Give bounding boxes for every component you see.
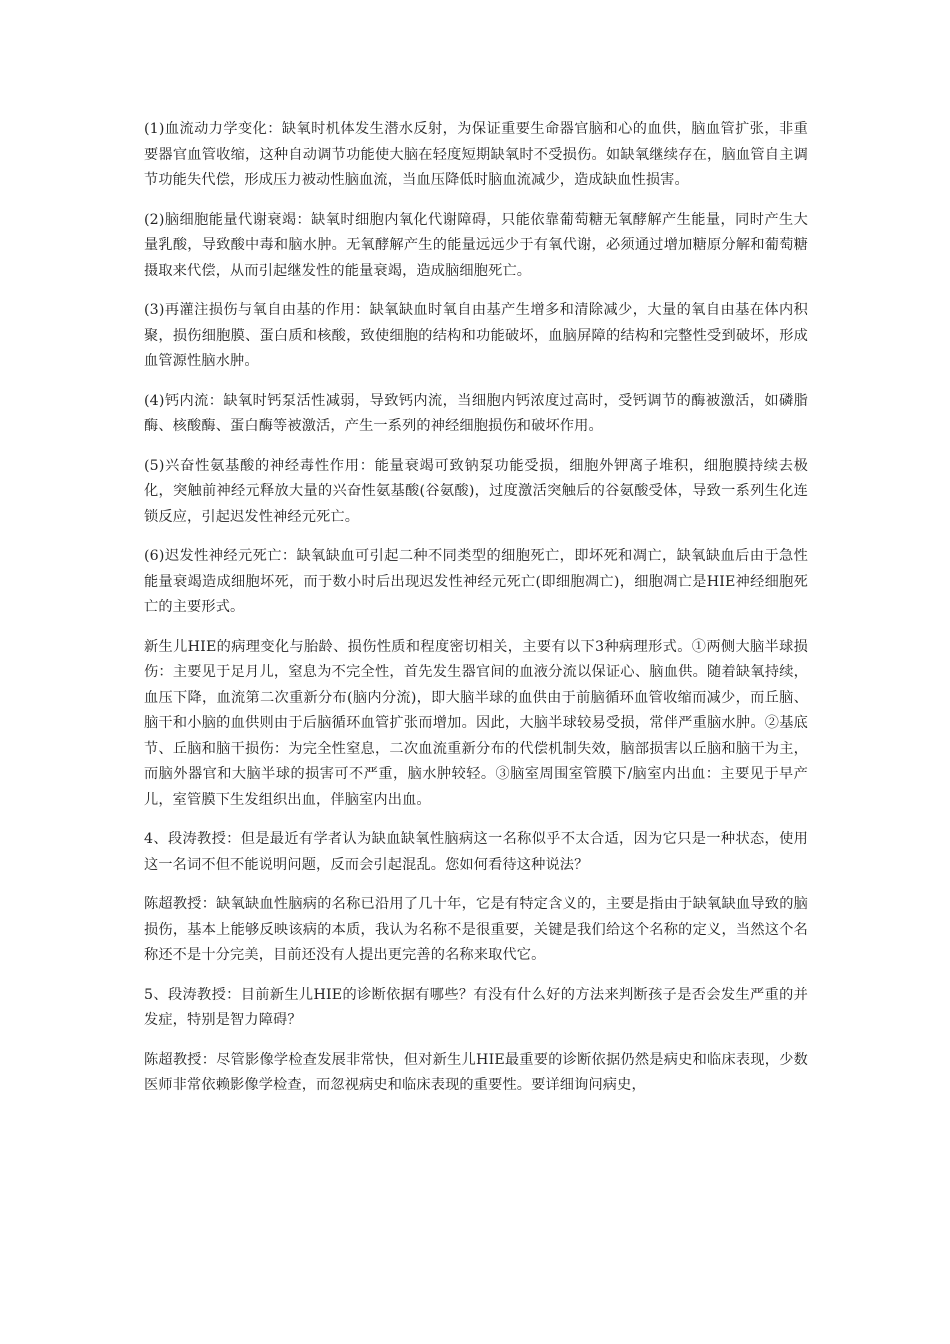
paragraph-calcium-influx: (4)钙内流：缺氧时钙泵活性减弱，导致钙内流，当细胞内钙浓度过高时，受钙调节的酶被激活，如磷脂酶、核酸酶、蛋白酶等被激活，产生一系列的神经细胞损伤和破坏作用。: [144, 392, 808, 434]
document-body: [144, 117, 808, 1113]
paragraph-hemodynamics: (1)血流动力学变化：缺氧时机体发生潜水反射，为保证重要生命器官脑和心的血供，脑血管扩张，非重要器官血管收缩，这种自动调节功能使大脑在轻度短期缺氧时不受损伤。如缺氧继续存在，脑血管自主调节功能失代偿，形成压力被动性脑血流，当血压降低时脑血流减少，造成缺血性损害。: [144, 121, 808, 188]
paragraph-answer-4: 陈超教授：缺氧缺血性脑病的名称已沿用了几十年，它是有特定含义的，主要是指由于缺氧缺血导致的脑损伤，基本上能够反映该病的本质，我认为名称不是很重要，关键是我们给这个名称的定义，当然这个名称还不是十分完美，目前还没有人提出更完善的名称来取代它。: [144, 896, 808, 963]
paragraph-reperfusion: (3)再灌注损伤与氧自由基的作用：缺氧缺血时氧自由基产生增多和清除减少，大量的氧自由基在体内积聚，损伤细胞膜、蛋白质和核酸，致使细胞的结构和功能破坏，血脑屏障的结构和完整性受到破坏，形成血管源性脑水肿。: [144, 302, 808, 369]
paragraph-question-5: 5、段涛教授：目前新生儿HIE的诊断依据有哪些？有没有什么好的方法来判断孩子是否会发生严重的并发症，特别是智力障碍？: [144, 986, 808, 1028]
paragraph-delayed-neuron-death: (6)迟发性神经元死亡：缺氧缺血可引起二种不同类型的细胞死亡，即坏死和凋亡，缺氧缺血后由于急性能量衰竭造成细胞坏死，而于数小时后出现迟发性神经元死亡(即细胞凋亡)，细胞凋亡是HIE神经细胞死亡的主要形式。: [144, 548, 808, 615]
paragraph-answer-5: 陈超教授：尽管影像学检查发展非常快，但对新生儿HIE最重要的诊断依据仍然是病史和临床表现，少数医师非常依赖影像学检查，而忽视病史和临床表现的重要性。要详细询问病史，: [144, 1051, 808, 1093]
paragraph-question-4: 4、段涛教授：但是最近有学者认为缺血缺氧性脑病这一名称似乎不太合适，因为它只是一种状态，使用这一名词不但不能说明问题，反而会引起混乱。您如何看待这种说法？: [144, 831, 808, 873]
paragraph-pathology-forms: 新生儿HIE的病理变化与胎龄、损伤性质和程度密切相关，主要有以下3种病理形式。①两侧大脑半球损伤：主要见于足月儿，窒息为不完全性，首先发生器官间的血液分流以保证心、脑血供。随着缺氧持续，血压下降，血流第二次重新分布(脑内分流)，即大脑半球的血供由于前脑循环血管收缩而减少，而丘脑、脑干和小脑的血供则由于后脑循环血管扩张而增加。因此，大脑半球较易受损，常伴严重脑水肿。②基底节、丘脑和脑干损伤：为完全性窒息，二次血流重新分布的代偿机制失效，脑部损害以丘脑和脑干为主，而脑外器官和大脑半球的损害可不严重，脑水肿较轻。③脑室周围室管膜下/脑室内出血：主要见于早产儿，室管膜下生发组织出血，伴脑室内出血。: [144, 638, 808, 808]
paragraph-excitatory-amino-acids: (5)兴奋性氨基酸的神经毒性作用：能量衰竭可致钠泵功能受损，细胞外钾离子堆积，细胞膜持续去极化，突触前神经元释放大量的兴奋性氨基酸(谷氨酸)，过度激活突触后的谷氨酸受体，导致一系列生化连锁反应，引起迟发性神经元死亡。: [144, 457, 808, 525]
paragraph-energy-metabolism: (2)脑细胞能量代谢衰竭：缺氧时细胞内氧化代谢障碍，只能依靠葡萄糖无氧酵解产生能量，同时产生大量乳酸，导致酸中毒和脑水肿。无氧酵解产生的能量远远少于有氧代谢，必须通过增加糖原分解和葡萄糖摄取来代偿，从而引起继发性的能量衰竭，造成脑细胞死亡。: [144, 211, 808, 279]
